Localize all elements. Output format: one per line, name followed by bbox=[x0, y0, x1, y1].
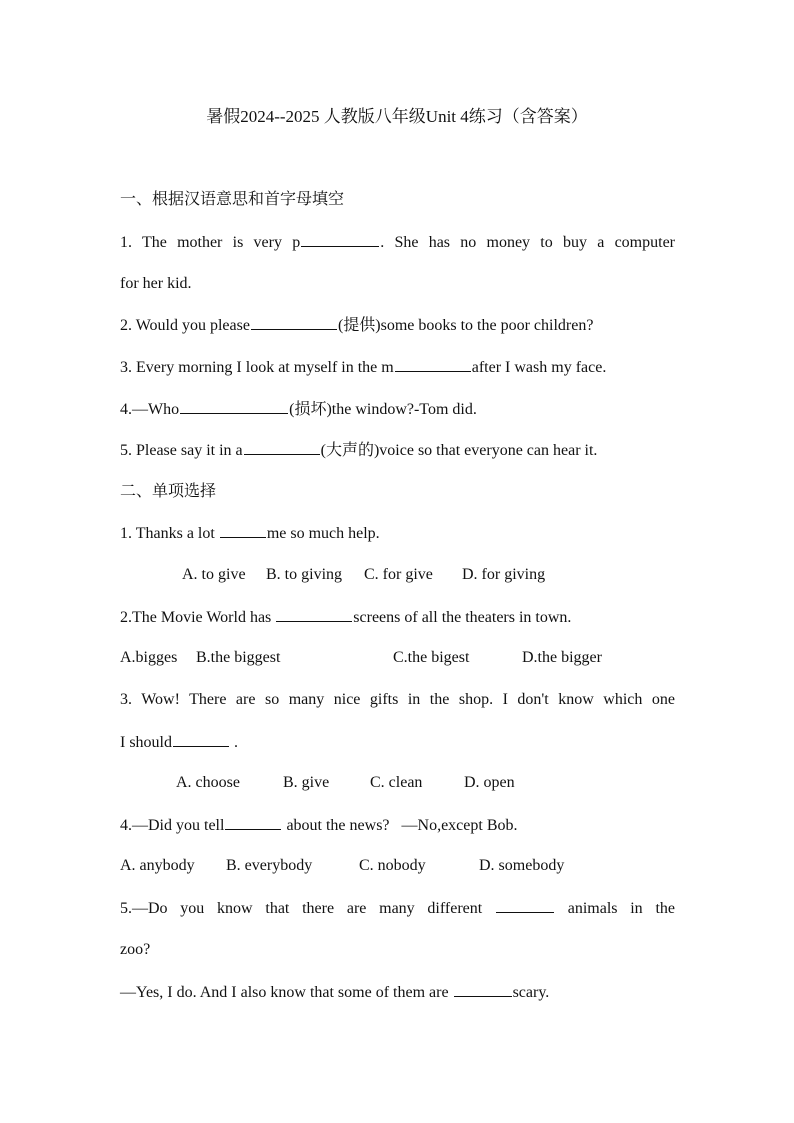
q-text: I should bbox=[120, 734, 172, 751]
q-text: 2. Would you please bbox=[120, 317, 250, 334]
answer-blank bbox=[180, 397, 288, 414]
s1-question-5 bbox=[120, 438, 597, 462]
answer-blank bbox=[454, 980, 512, 997]
q-text: scary. bbox=[512, 984, 550, 1001]
answer-blank bbox=[301, 230, 379, 247]
option-d: D. somebody bbox=[479, 857, 565, 874]
option-d: D.the bigger bbox=[522, 649, 602, 666]
answer-blank bbox=[225, 813, 281, 830]
option-d: D. open bbox=[464, 774, 515, 791]
q-text: (大声的)voice so that everyone can hear it. bbox=[320, 442, 598, 459]
answer-blank bbox=[173, 730, 229, 747]
option-a: A.bigges bbox=[120, 649, 178, 666]
answer-blank bbox=[395, 355, 471, 372]
q-text: . bbox=[230, 734, 238, 751]
option-c: C. nobody bbox=[359, 857, 426, 874]
answer-blank bbox=[251, 313, 337, 330]
s1-question-2 bbox=[120, 313, 593, 337]
answer-blank bbox=[276, 605, 352, 622]
q-text: (损坏)the window?-Tom did. bbox=[289, 401, 477, 418]
q-text: 4.—Who bbox=[120, 401, 180, 418]
s1-question-4 bbox=[120, 397, 477, 421]
s2-q2-options bbox=[120, 646, 602, 670]
q-text: me so much help. bbox=[266, 525, 380, 542]
q-text: 2.The Movie World has bbox=[120, 609, 276, 626]
s1-question-1-cont: for her kid. bbox=[120, 275, 192, 292]
q-text: 1. Thanks a lot bbox=[120, 525, 219, 542]
q-text: 4.—Did you tell bbox=[120, 817, 225, 834]
q-text: 5. Please say it in a bbox=[120, 442, 243, 459]
answer-blank bbox=[496, 896, 554, 913]
s1-question-1 bbox=[120, 230, 675, 254]
s2-question-1 bbox=[120, 521, 380, 545]
option-a: A. to give bbox=[182, 566, 246, 583]
s2-question-5-answer-line bbox=[120, 980, 549, 1004]
s2-question-2 bbox=[120, 605, 571, 629]
section2-heading: 二、单项选择 bbox=[120, 483, 217, 500]
s2-q3-options bbox=[176, 771, 515, 795]
q-text: 5.—Do you know that there are many different bbox=[120, 900, 495, 917]
page-title: 暑假2024--2025 人教版八年级Unit 4练习（含答案） bbox=[206, 107, 588, 126]
s2-q4-options bbox=[120, 854, 564, 878]
option-c: C. clean bbox=[370, 774, 423, 791]
q-text: 1. The mother is very p bbox=[120, 234, 301, 251]
q-text: 3. Every morning I look at myself in the m bbox=[120, 359, 394, 376]
option-a: A. choose bbox=[176, 774, 240, 791]
s1-question-3 bbox=[120, 355, 606, 379]
answer-blank bbox=[220, 521, 266, 538]
q-text: animals in the bbox=[554, 900, 675, 917]
q-text: —Yes, I do. And I also know that some of them are bbox=[120, 984, 453, 1001]
s2-question-3-cont bbox=[120, 730, 238, 754]
option-b: B. to giving bbox=[266, 566, 343, 583]
s2-question-5 bbox=[120, 896, 675, 920]
q-text: (提供)some books to the poor children? bbox=[337, 317, 594, 334]
s2-q1-options bbox=[182, 563, 545, 587]
q-text: —No,except Bob. bbox=[401, 817, 518, 834]
option-b: B.the biggest bbox=[196, 649, 281, 666]
option-c: C.the bigest bbox=[393, 649, 470, 666]
q-text: about the news? bbox=[282, 817, 390, 834]
option-c: C. for give bbox=[364, 566, 433, 583]
section1-heading: 一、根据汉语意思和首字母填空 bbox=[120, 191, 345, 208]
s2-question-4 bbox=[120, 813, 518, 837]
q-text: screens of all the theaters in town. bbox=[353, 609, 572, 626]
option-b: B. give bbox=[283, 774, 330, 791]
q-text: . She has no money to buy a computer bbox=[380, 234, 675, 251]
s2-question-3: 3. Wow! There are so many nice gifts in the shop. I don't know which one bbox=[120, 691, 675, 708]
answer-blank bbox=[244, 438, 320, 455]
q-text: after I wash my face. bbox=[471, 359, 607, 376]
option-b: B. everybody bbox=[226, 857, 313, 874]
option-d: D. for giving bbox=[462, 566, 546, 583]
s2-question-5-cont: zoo? bbox=[120, 941, 151, 958]
option-a: A. anybody bbox=[120, 857, 195, 874]
